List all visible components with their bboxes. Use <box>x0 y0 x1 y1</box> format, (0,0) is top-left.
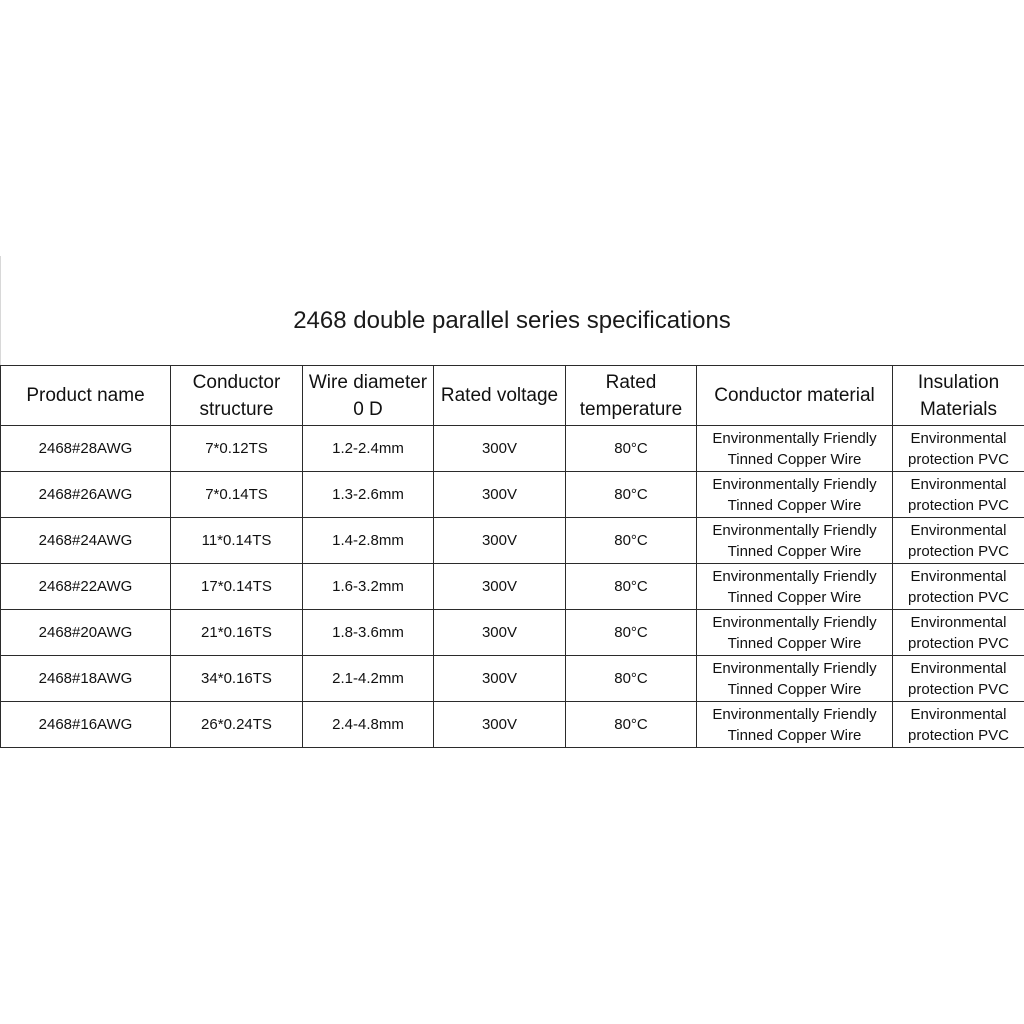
header-wire-diameter: Wire diameter 0 D <box>303 366 434 426</box>
rated-temperature-cell: 80°C <box>566 610 697 656</box>
insulation-materials-cell: Environmental protection PVC <box>893 472 1024 518</box>
rated-temperature-cell: 80°C <box>566 472 697 518</box>
conductor-material-cell: Environmentally Friendly Tinned Copper Wire <box>697 610 893 656</box>
rated-temperature-cell: 80°C <box>566 564 697 610</box>
rated-voltage-cell: 300V <box>434 610 566 656</box>
conductor-structure-cell: 7*0.14TS <box>171 472 303 518</box>
header-conductor-structure: Conductor structure <box>171 366 303 426</box>
wire-diameter-cell: 2.4-4.8mm <box>303 702 434 748</box>
table-row <box>1 702 1024 748</box>
insulation-materials-cell: Environmental protection PVC <box>893 564 1024 610</box>
conductor-material-cell: Environmentally Friendly Tinned Copper Wire <box>697 564 893 610</box>
header-rated-temperature: Rated temperature <box>566 366 697 426</box>
conductor-structure-cell: 34*0.16TS <box>171 656 303 702</box>
wire-diameter-cell: 1.6-3.2mm <box>303 564 434 610</box>
product-name-cell: 2468#20AWG <box>1 610 171 656</box>
insulation-materials-cell: Environmental protection PVC <box>893 426 1024 472</box>
conductor-structure-cell: 11*0.14TS <box>171 518 303 564</box>
header-conductor-material: Conductor material <box>697 366 893 426</box>
rated-voltage-cell: 300V <box>434 564 566 610</box>
conductor-material-cell: Environmentally Friendly Tinned Copper Wire <box>697 426 893 472</box>
header-row <box>1 366 1024 426</box>
conductor-structure-cell: 21*0.16TS <box>171 610 303 656</box>
rated-voltage-cell: 300V <box>434 518 566 564</box>
wire-diameter-cell: 1.4-2.8mm <box>303 518 434 564</box>
conductor-material-cell: Environmentally Friendly Tinned Copper Wire <box>697 518 893 564</box>
rated-temperature-cell: 80°C <box>566 518 697 564</box>
product-name-cell: 2468#16AWG <box>1 702 171 748</box>
conductor-structure-cell: 17*0.14TS <box>171 564 303 610</box>
table-body <box>1 426 1024 748</box>
insulation-materials-cell: Environmental protection PVC <box>893 656 1024 702</box>
wire-diameter-cell: 1.3-2.6mm <box>303 472 434 518</box>
wire-diameter-cell: 1.2-2.4mm <box>303 426 434 472</box>
header-rated-voltage: Rated voltage <box>434 366 566 426</box>
product-name-cell: 2468#24AWG <box>1 518 171 564</box>
conductor-material-cell: Environmentally Friendly Tinned Copper Wire <box>697 472 893 518</box>
product-name-cell: 2468#22AWG <box>1 564 171 610</box>
product-name-cell: 2468#18AWG <box>1 656 171 702</box>
insulation-materials-cell: Environmental protection PVC <box>893 702 1024 748</box>
header-product-name: Product name <box>1 366 171 426</box>
rated-temperature-cell: 80°C <box>566 426 697 472</box>
conductor-structure-cell: 7*0.12TS <box>171 426 303 472</box>
table-row <box>1 518 1024 564</box>
table-row <box>1 656 1024 702</box>
product-name-cell: 2468#26AWG <box>1 472 171 518</box>
table-row <box>1 610 1024 656</box>
rated-temperature-cell: 80°C <box>566 656 697 702</box>
wire-diameter-cell: 1.8-3.6mm <box>303 610 434 656</box>
table-row <box>1 564 1024 610</box>
table-row <box>1 472 1024 518</box>
insulation-materials-cell: Environmental protection PVC <box>893 610 1024 656</box>
spec-table <box>0 365 1024 748</box>
rated-temperature-cell: 80°C <box>566 702 697 748</box>
conductor-material-cell: Environmentally Friendly Tinned Copper Wire <box>697 702 893 748</box>
table-row <box>1 426 1024 472</box>
conductor-material-cell: Environmentally Friendly Tinned Copper Wire <box>697 656 893 702</box>
rated-voltage-cell: 300V <box>434 656 566 702</box>
rated-voltage-cell: 300V <box>434 426 566 472</box>
wire-diameter-cell: 2.1-4.2mm <box>303 656 434 702</box>
rated-voltage-cell: 300V <box>434 472 566 518</box>
insulation-materials-cell: Environmental protection PVC <box>893 518 1024 564</box>
page-title: 2468 double parallel series specifications <box>293 307 731 334</box>
conductor-structure-cell: 26*0.24TS <box>171 702 303 748</box>
product-name-cell: 2468#28AWG <box>1 426 171 472</box>
rated-voltage-cell: 300V <box>434 702 566 748</box>
header-insulation-materials: Insulation Materials <box>893 366 1024 426</box>
